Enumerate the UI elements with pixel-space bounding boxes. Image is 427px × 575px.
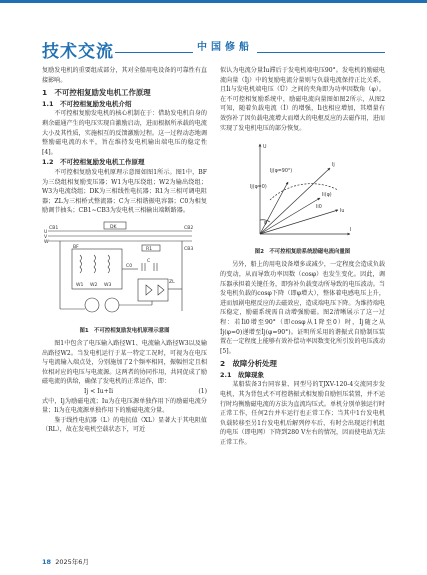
- diagram-label: W: [44, 239, 49, 245]
- paragraph: 不可控相复励发电机原理示意图如图1所示。图1中，BF为三绕组相复励变压器；W1为电压绕组；W2为输出绕组；W3为电流绕组；DK为三相线性电抗器；R1为三相可调电阻器；ZL为三相桥式整流器；C为三相谐振电容器；C0为相复励调节抽头；CB1~CB3为发电机三相输出端断路器。: [42, 168, 207, 215]
- left-column: [42, 66, 207, 435]
- vector-label: Ii0: [316, 205, 322, 211]
- paragraph: 不可控相复励发电机的核心机制在于：借助发电机自身的剩余磁通产生的电压实现自激励启动，进而根据所承载的电流大小及其性质，实施相互的反馈激励过程。这一过程动态地调整励磁电流的水平，旨在维持发电机输出端电压的稳定性 [4]。: [42, 110, 207, 156]
- heading-section-2: 2 故障分析处理: [220, 359, 277, 369]
- paragraph: 某船装备3台同容量、同型号的TJXV-120-4交流同步发电机，其为背包式不可控谐振式相复励自励恒压装置，并不运行时均衡励磁电流的方法为直流均压式。单机分别单独运行时正常工作，任何2台并车运行也正常工作；当其中1台发电机负载转移至另1台发电机后解列停车后，有时会出现运行机组的电压（即电网）下降到280 V左右的情况，因而使电站无法正常工作。: [220, 381, 385, 447]
- circuit-diagram: [42, 219, 207, 321]
- heading-section-1-1: 1.1 不可控相复励发电机介绍: [42, 99, 132, 108]
- diagram-label: CB2: [184, 225, 194, 231]
- diagram-label: CB1: [49, 225, 59, 231]
- vector-label: Iu: [340, 209, 345, 215]
- figure-1: [42, 219, 207, 325]
- paragraph: 似认为电流分量İu滞后于发电机端电压90°。发电机的励磁电流向量（İj）中的复励电流分量则与负载电流保持正比关系，且İi与发电机端电压（Ü）之间的夹角即为功率因数角（φ）。在不可控相复励系统中，励磁电流向量图如图2所示，从图2可知，随着负载电流（İ）的增强，İi也相应增加，其增量有效弥补了因负载电流增大而增大的电枢反应的去磁作用，进而实现了发电机电压的部分恢复。: [220, 67, 385, 132]
- page-footer: [42, 557, 89, 566]
- header-accent-line: [0, 0, 427, 3]
- diagram-label: R1: [146, 246, 153, 252]
- equation-number: (1): [198, 388, 207, 396]
- vector-label: Ij(φ=0): [250, 185, 267, 191]
- figure-2-caption: 图2 不可控相复励系统励磁电流向量图: [254, 248, 351, 255]
- paragraph: 图1中包含了电压输入路径W1、电流输入路径W3以及输出路径W2。当发电机运行于某一特定工况时，可视为在电压与电流输入端点处，分别施加了2个频率相同，振幅恒定且相位相对应的电压与电流源。这两者的协同作用，共同促成了励磁电流的供给，确保了发电机的正常运作，即：: [42, 340, 207, 386]
- diagram-label: DK: [110, 224, 117, 230]
- magazine-name: 中国修船: [193, 38, 257, 53]
- paragraph: 鉴于线性电抗器（L）的电抗值（XL）显著大于其电阻值（RL），故在发电机空载状态下，可近: [42, 416, 207, 434]
- header-bar: [0, 0, 427, 30]
- vector-diagram: [220, 136, 385, 242]
- diagram-label: U: [44, 229, 48, 235]
- diagram-label: CB3: [184, 246, 194, 252]
- equation-1: [42, 387, 207, 397]
- vector-label: Ij(φ=90°): [270, 169, 293, 175]
- page-number: 18: [42, 558, 52, 566]
- diagram-label: W2: [90, 282, 98, 288]
- figure-2: [220, 136, 385, 246]
- right-column: [220, 66, 385, 448]
- paragraph: 式中，Ij为励磁电流；Iu为在电压源单独作用下的励磁电流分量；Ii为在电流源单独作用下的励磁电流分量。: [42, 397, 207, 415]
- diagram-label: V: [44, 234, 48, 240]
- diagram-label: ZL: [169, 279, 175, 285]
- paragraph: 另外，船上的用电设备增多或减少，一定程度会造成负载的变动，从而导致功率因数（cosφ）也发生变化。因此，调压器承担着关键任务，即弥补负载变动所导致的电压波动。当发电机负载的cosφ下降（即φ增大），整体着电感电压上升，进而加剧电枢反应的去磁效应，造成端电压下降。为维持端电压稳定，励磁系统需自动增强励磁。图2清晰展示了这一过程：若İi0增至90°（即cosφ从1降至0）时，İj随之从İj(φ=0)递增至İj(φ=90°)。证明所采用的谐振式自励制压装置在一定程度上能够有效补偿功率因数变化所引发的电压波动 [5]。: [220, 261, 385, 355]
- heading-section-1-2: 1.2 不可控相复励发电机工作原理: [42, 158, 145, 167]
- vector-label: Ij: [332, 163, 335, 169]
- diagram-label: W1: [76, 282, 84, 288]
- issue-date: 2025年6月: [55, 558, 89, 566]
- figure-1-caption: 图1 不可控相复励发电机原理示意图: [79, 327, 170, 334]
- equation-expression: Ij < Iu+Ii: [84, 388, 114, 396]
- diagram-label: W3: [104, 282, 112, 288]
- paragraph: 复励发电机的重要组成部分，其对全船用电设备的可靠性有直接影响。: [42, 67, 207, 84]
- vector-label: φ: [264, 221, 268, 227]
- vector-label: I: [350, 228, 352, 234]
- heading-section-1: 1 不可控相复励发电机工作原理: [42, 88, 151, 98]
- vector-label: U: [263, 145, 267, 151]
- section-title: 技术交流: [42, 42, 114, 62]
- diagram-label: C: [147, 258, 151, 264]
- diagram-label: C0: [126, 263, 133, 269]
- vector-label: Ii(φ): [322, 193, 332, 199]
- heading-section-2-1: 2.1 故障现象: [220, 370, 265, 379]
- diagram-label: BF: [73, 244, 79, 250]
